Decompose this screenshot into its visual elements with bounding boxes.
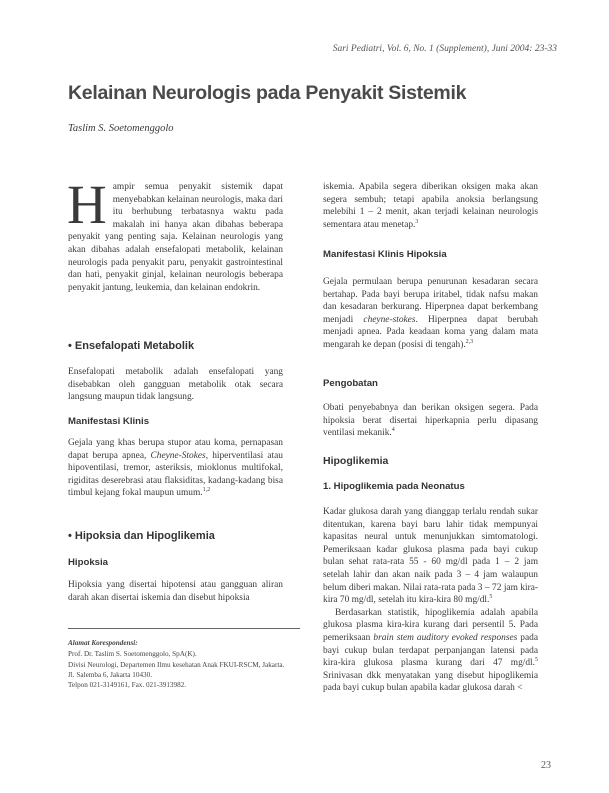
- statistik-text-c: Srinivasan dkk menyatakan yang disebut hipoglikemia pada bayi cukup bulan apabila kadar glukosa darah <: [323, 670, 538, 694]
- intro-text: ampir semua penyakit sistemik dapat menyebabkan kelainan neurologis, maka dari itu berhubung terbatasnya waktu pada makalah ini hanya akan dibahas beberapa penyakit yang penting saja. Kelainan neurologis yang akan dibahas adalah ensefalopati metabolik, kelainan neurologis pada penyakit paru, penyakit gastrointestinal dan hati, penyakit ginjal, kelainan neurologis beberapa penyakit jantung, leukemia, dan kelainan endokrin.: [68, 182, 283, 293]
- pengobatan-paragraph: [323, 402, 538, 440]
- kadar-paragraph: [323, 506, 538, 695]
- heading-ensefalopati: • Ensefalopati Metabolik: [68, 340, 195, 352]
- statistik-text-b: pada bayi cukup bulan terdapat perpanjangan latensi pada kira-kira glukosa plasma kurang dari 47 mg/dl.: [323, 632, 538, 669]
- manifestasi-text-b: , hiperventilasi atau hipoventilasi, tremor, asteriksis, mioklonus multifokal, rigiditas deserebrasi atau flaksiditas, kadang-kadang bisa timbul kejang fokal maupun umum.: [68, 450, 283, 499]
- correspondence-line: Jl. Salemba 6, Jakarta 10430.: [68, 670, 153, 679]
- gejala-text-b: . Hiperpnea dapat berubah menjadi apnea. Pada keadaan koma yang dalam mata mengarah ke depan (posisi di tengah).: [323, 314, 538, 350]
- iskemia-text-body: iskemia. Apabila segera diberikan oksigen maka akan segera sembuh; tetapi apabila anoksia berlangsung melebihi 1 – 2 menit, akan terjadi kelainan neurologis sementara atau menetap.: [323, 182, 538, 230]
- heading-hipoglikemia-neonatus: 1. Hipoglikemia pada Neonatus: [323, 481, 465, 492]
- ensefalopati-paragraph: [68, 366, 283, 404]
- manifestasi-text-em: Cheyne-Stokes: [150, 450, 206, 461]
- intro-paragraph: [67, 174, 283, 294]
- heading-pengobatan: Pengobatan: [323, 378, 378, 389]
- statistik-text-a: Berdasarkan statistik, hipoglikemia adalah apabila glukosa plasma kira-kira kurang dari persentil 5. Pada pemeriksaan: [323, 607, 538, 643]
- iskemia-text: [323, 181, 538, 231]
- heading-hipoksia: Hipoksia: [68, 557, 108, 568]
- article-title: Kelainan Neurologis pada Penyakit Sistemik: [68, 82, 467, 104]
- iskemia-paragraph: [323, 181, 538, 231]
- kadar-text: [323, 506, 538, 607]
- hipoksia-text: Hipoksia yang disertai hipotensi atau gangguan aliran darah akan disertai iskemia dan disebut hipoksia: [68, 580, 283, 603]
- gejala-paragraph: [323, 276, 538, 352]
- gejala-text: [323, 276, 538, 352]
- manifestasi-text: [68, 437, 283, 500]
- drop-cap: H: [67, 174, 107, 235]
- correspondence-block: [68, 638, 300, 690]
- footnote-divider: [68, 628, 300, 629]
- kadar-text-body: Kadar glukosa darah yang dianggap terlalu rendah sukar ditentukan, karena bayi baru lahir tidak mempunyai kapasitas neural untuk menunjukkan simtomatologi. Pemeriksaan kadar glukosa plasma pada bayi cukup bulan sehat rata-rata 55 - 60 mg/dl pada 1 – 2 jam setelah lahir dan akan naik pada 3 – 4 jam walaupun belum diberi makan. Nilai rata-rata pada 3 – 72 jam kira-kira 70 mg/dl, setelah itu kira-kira 80 mg/dl.: [323, 507, 538, 606]
- heading-hipoglikemia: Hipoglikemia: [323, 455, 389, 467]
- statistik-text: [323, 607, 538, 695]
- kadar-ref: 5: [489, 594, 493, 601]
- correspondence-label: Alamat Korespondensi:: [68, 639, 138, 647]
- page-number: 23: [541, 760, 551, 771]
- correspondence-line: Prof. Dr. Taslim S. Soetomenggolo, SpA(K).: [68, 650, 197, 659]
- gejala-text-em: cheyne-stokes: [363, 314, 416, 325]
- statistik-text-em: brain stem auditory evoked responses: [373, 632, 518, 643]
- ensefalopati-text: Ensefalopati metabolik adalah ensefalopati yang disebabkan oleh gangguan metabolik otak secara langsung maupun tidak langsung.: [68, 367, 283, 403]
- correspondence-line: Telpon 021-3149161, Fax. 021-3913982.: [68, 681, 187, 690]
- pengobatan-text: [323, 402, 538, 440]
- journal-citation: Sari Pediatri, Vol. 6, No. 1 (Supplement), Juni 2004: 23-33: [332, 44, 557, 54]
- gejala-ref: 2,3: [465, 338, 474, 345]
- hipoksia-paragraph: [68, 579, 283, 604]
- heading-hipoksia-hipoglikemia: • Hipoksia dan Hipoglikemia: [68, 530, 215, 542]
- pengobatan-ref: 4: [391, 427, 395, 434]
- heading-manifestasi-klinis: Manifestasi Klinis: [68, 416, 150, 427]
- statistik-ref: 5: [535, 657, 538, 663]
- iskemia-ref: 3: [415, 218, 419, 225]
- manifestasi-paragraph: [68, 437, 283, 500]
- correspondence-line: Divisi Neurologi, Departemen Ilmu kesehatan Anak FKUI-RSCM, Jakarta.: [68, 660, 285, 669]
- heading-manifestasi-hipoksia: Manifestasi Klinis Hipoksia: [323, 249, 447, 260]
- manifestasi-ref: 1,2: [202, 487, 211, 494]
- manifestasi-text-a: Gejala yang khas berupa stupor atau koma, pernapasan dapat berupa apnea,: [68, 438, 283, 461]
- gejala-text-a: Gejala permulaan berupa penurunan kesadaran secara bertahap. Pada bayi berupa iritabel, tidak nafsu makan dan kesadaran berkurang. Hiperpnea dapat berkembang menjadi: [323, 277, 538, 325]
- article-author: Taslim S. Soetomenggolo: [68, 123, 174, 134]
- pengobatan-text-body: Obati penyebabnya dan berikan oksigen segera. Pada hipoksia berat disertai hiperkapnia perlu dipasang ventilasi mekanik.: [323, 403, 538, 439]
